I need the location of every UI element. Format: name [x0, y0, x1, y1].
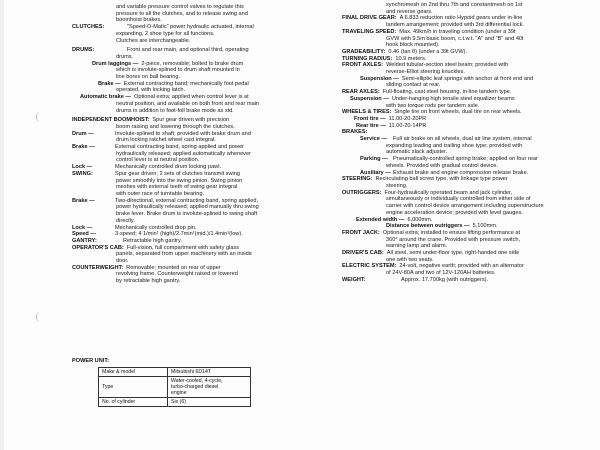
- front-jack-text: 360° around the crane. Provided with pressure switch,: [386, 236, 521, 243]
- front-suspension-text: sliding contact at rear.: [386, 82, 441, 89]
- boomhoist-brake-label: Brake —: [72, 144, 95, 151]
- gantry-label: GANTRY:: [72, 237, 97, 244]
- boomhoist-section: [72, 117, 328, 124]
- steering-text: steering.: [386, 182, 408, 189]
- weight-text: Approx. 17,700kg (with outriggers).: [401, 276, 489, 283]
- swing-lock-text: Mechanically controlled drop pin.: [115, 224, 197, 231]
- front-jack-section: [342, 230, 590, 237]
- swing-brake-label: Brake —: [72, 197, 95, 204]
- extended-width-label: Extended width —: [356, 216, 405, 223]
- swing-lock: [72, 225, 328, 232]
- traveling-speed-text: hook block mounted).: [386, 42, 440, 49]
- automatic-brake: [72, 94, 328, 101]
- boomhoist-lock-label: Lock —: [72, 164, 93, 171]
- rear-axles-text: Full-floating, cast steel housing, in-line tandem type.: [382, 89, 512, 96]
- operators-cab-section: [72, 245, 328, 252]
- swing-brake-text: Two-directional, external contracting band, spring applied,: [115, 197, 259, 204]
- electric-system-text: of 24V-80A and two of 12V-120AH batteries.: [386, 270, 496, 277]
- left-column: [72, 4, 328, 285]
- swing-text: Spur gear driven; 2 sets of clutches transmit swing: [115, 170, 240, 177]
- clutches-section: [72, 24, 328, 31]
- table-cell: [168, 377, 251, 398]
- weight-section: [342, 277, 590, 284]
- electric-system-label: ELECTRIC SYSTEM:: [342, 263, 397, 270]
- swing-brake-text: power hydraulically released; applied manually thru swing: [116, 204, 259, 211]
- drivers-cab-section: [342, 250, 590, 257]
- table-row: [99, 377, 251, 398]
- operators-cab-text: Full-vision, full compartment with safety glass: [126, 244, 240, 251]
- front-axles-label: FRONT AXLES:: [342, 62, 384, 69]
- cell-line: Mitsubishi 6D14T: [171, 369, 212, 375]
- power-unit-title: POWER UNIT:: [72, 358, 109, 364]
- wheels-tires-text: Single tire on front wheels, dual tire on rear wheels.: [394, 109, 522, 116]
- rear-axles-section: [342, 89, 590, 96]
- counterweight-label: COUNTERWEIGHT:: [72, 264, 124, 271]
- boomhoist-drum-text: drum locking ratchet wheel cast integral.: [116, 137, 216, 144]
- wheels-tires-section: [342, 109, 590, 116]
- page-edge: [0, 0, 4, 450]
- swing-text: meshes with external teeth of swing gear integral: [116, 184, 238, 191]
- service-brake-text: expanding leading and trailing shoe type; provided with: [386, 142, 523, 149]
- swing-brake: [72, 198, 328, 205]
- automatic-brake-text: neutral position, and available on both front and rear main: [116, 100, 260, 107]
- rear-suspension: [342, 96, 590, 103]
- drum-brake: [72, 81, 328, 88]
- traveling-speed-label: TRAVELING SPEED:: [342, 28, 397, 35]
- gradeability-text: 0.46 (tan θ) (under a 39t GVW).: [388, 48, 468, 55]
- outriggers-text: simultaneously or individually controlled from either side of: [386, 196, 531, 203]
- table-cell: Type: [99, 377, 168, 398]
- drums-text: drums.: [116, 53, 134, 60]
- front-axles-text: Welded tubular-section steel beam; provided with: [386, 62, 509, 69]
- boomhoist-text: boom raising and lowering through the clutches.: [116, 123, 235, 130]
- intro-line: and reverse gears.: [386, 8, 433, 15]
- turning-radius-section: [342, 56, 590, 63]
- swing-brake-text: directly.: [116, 217, 135, 224]
- final-drive-label: FINAL DRIVE GEAR:: [342, 15, 397, 22]
- service-brake: [342, 136, 590, 143]
- drum-brake-text: External contracting band; mechanically foot pedal: [123, 80, 249, 87]
- table-cell: [168, 368, 251, 377]
- boomhoist-brake: [72, 144, 328, 151]
- outrigger-distance-text: 5,100mm.: [472, 223, 498, 230]
- outrigger-distance: [342, 223, 590, 230]
- rear-tire-label: Rear tire —: [356, 122, 386, 129]
- swing-lock-label: Lock —: [72, 224, 93, 231]
- traveling-speed-text: Max. 49km/h in traveling condition (under a 39t: [399, 28, 516, 35]
- brakes-label: BRAKES:: [342, 129, 368, 136]
- drum-laggings-text: which is involute-splined to drum shaft mounted in: [116, 67, 240, 74]
- boomhoist-lock: [72, 164, 328, 171]
- front-suspension-label: Suspension —: [360, 75, 399, 82]
- boomhoist-brake-text: External contracting band, spring applied and power: [115, 144, 245, 151]
- auxiliary-brake: [342, 170, 590, 177]
- front-tire: [342, 116, 590, 123]
- outriggers-label: OUTRIGGERS:: [342, 189, 382, 196]
- operators-cab-text: door.: [116, 258, 129, 265]
- table-cell: No. of cylinder: [99, 398, 168, 407]
- boomhoist-lock-text: Mechanically controlled drum locking pawl.: [115, 164, 222, 171]
- extended-width-text: 6,000mm.: [407, 216, 433, 223]
- front-tire-label: Front tire —: [354, 115, 386, 122]
- intro-line: pressure to all the clutches, and to release swing and: [116, 10, 248, 17]
- clutches-label: CLUTCHES:: [72, 24, 105, 31]
- steering-label: STEERING:: [342, 176, 373, 183]
- front-jack-text: Optional extra; installed to ensure lifting performance at: [382, 229, 521, 236]
- gantry-text: Retractable high gantry.: [123, 237, 182, 244]
- power-unit-table: [98, 367, 251, 407]
- rear-suspension-text: with two torque rods per tandem axle.: [386, 102, 480, 109]
- automatic-brake-text: Optional extra; applied when control lever is at: [133, 94, 249, 101]
- front-suspension: [342, 76, 590, 83]
- intro-line: boomhoist brakes.: [116, 17, 162, 24]
- operators-cab-text: panels, separated from upper machinery with an inside: [116, 251, 252, 258]
- outriggers-section: [342, 190, 590, 197]
- boomhoist-text: Spur gear driven with precision: [152, 117, 230, 124]
- table-cell: [168, 398, 251, 407]
- outriggers-text: Four-hydraulically operated beam and jack cylinder,: [384, 189, 513, 196]
- auxiliary-brake-text: Exhaust brake and engine compression release brake.: [393, 169, 529, 176]
- turning-radius-text: 10.9 meters.: [395, 55, 427, 62]
- swing-brake-text: brake lever. Brake drum is involute-splined to swing shaft: [116, 211, 258, 218]
- final-drive-section: [342, 15, 590, 22]
- auxiliary-brake-label: Auxiliary —: [360, 169, 391, 176]
- boomhoist-drum-text: Involute-splined to shaft; provided with brake drum and: [115, 130, 251, 137]
- table-row: [99, 398, 251, 407]
- swing-section: [72, 171, 328, 178]
- drum-laggings: [72, 61, 328, 68]
- boomhoist-label: INDEPENDENT BOOMHOIST:: [72, 117, 150, 124]
- drums-label: DRUMS:: [72, 47, 95, 54]
- table-row: [99, 368, 251, 377]
- steering-text: Recirculating ball screw type, with linkage type power: [375, 176, 508, 183]
- outriggers-text: carrier with control device arrangement including superstructure: [386, 203, 544, 210]
- drum-laggings-text: line bores on ball bearing.: [116, 74, 181, 81]
- operators-cab-label: OPERATOR'S CAB:: [72, 244, 124, 251]
- swing-speed-text: 3-speed; 4 1/min¹ (high)/2.7min¹(mid.)/1.4min¹(low).: [115, 231, 243, 238]
- service-brake-label: Service —: [360, 136, 388, 143]
- counterweight-text: Removable; mounted on rear of upper: [126, 264, 221, 271]
- counterweight-text: revolving frame. Counterweight raised or lowered: [116, 271, 238, 278]
- drum-brake-text: operated, with locking latch.: [116, 87, 186, 94]
- boomhoist-drum-label: Drum —: [72, 130, 94, 137]
- drum-laggings-label: Drum laggings —: [92, 60, 139, 67]
- front-tire-text: 11.00-20-20PR: [388, 115, 427, 122]
- drivers-cab-label: DRIVER'S CAB:: [342, 250, 384, 257]
- front-jack-label: FRONT JACK:: [342, 229, 380, 236]
- clutches-text: "Speed-O-Matic" power hydraulic actuated, internal: [127, 24, 254, 31]
- right-column: [342, 2, 590, 284]
- outriggers-text: engine acceleration device; provided with level gauges.: [386, 209, 523, 216]
- boomhoist-brake-text: hydraulically released; applied automatically whenever: [116, 150, 251, 157]
- cell-line: engine: [171, 390, 187, 396]
- clutches-text: Clutches are interchangeable.: [116, 37, 191, 44]
- gradeability-label: GRADEABILITY:: [342, 48, 386, 55]
- swing-text: with outer race of turntable bearing.: [116, 190, 204, 197]
- parking-brake-label: Parking —: [360, 156, 388, 163]
- clutches-text: expanding, 2 shoe type for all functions.: [116, 30, 215, 37]
- traveling-speed-text: GVW with 9.5m basic boom, c.t.w.t. "A" and "B" and 40t: [386, 35, 524, 42]
- binder-hole-mark: [36, 312, 43, 322]
- steering-section: [342, 176, 590, 183]
- front-axles-section: [342, 62, 590, 69]
- front-jack-text: warning lamp and alarm.: [386, 243, 448, 250]
- final-drive-text: tandem arrangement; provided with 3rd differential lock.: [386, 22, 524, 29]
- front-axles-text: reverse-Elliot steering knuckles.: [386, 69, 465, 76]
- table-cell: Make & model: [99, 368, 168, 377]
- counterweight-section: [72, 265, 328, 272]
- intro-line: synchromesh on 2nd thru 7th and constantmesh on 1st: [386, 2, 523, 8]
- weight-label: WEIGHT:: [342, 276, 366, 283]
- cell-line: Water-cooled, 4-cycle,: [171, 378, 223, 384]
- outrigger-distance-label: Distance between outriggers —: [386, 223, 470, 230]
- drum-laggings-text: 2-piece, removable; bolted to brake drum: [141, 60, 244, 67]
- turning-radius-label: TURNING RADIUS:: [342, 55, 393, 62]
- cell-line: Six (6): [171, 399, 186, 405]
- counterweight-text: by retractable high gantry.: [116, 278, 181, 285]
- electric-system-text: 24-volt, negative earth; provided with an alternator: [399, 263, 524, 270]
- electric-system-section: [342, 263, 590, 270]
- binder-hole-mark: [36, 112, 43, 122]
- drivers-cab-text: one with two seats.: [386, 256, 434, 263]
- swing-label: SWING:: [72, 170, 93, 177]
- automatic-brake-label: Automatic brake —: [80, 94, 131, 101]
- brakes-section: [342, 129, 590, 136]
- traveling-speed-section: [342, 29, 590, 36]
- gradeability-section: [342, 49, 590, 56]
- rear-suspension-label: Suspension —: [350, 95, 389, 102]
- drum-brake-label: Brake —: [98, 80, 121, 87]
- boomhoist-brake-text: control lever is at neutral position.: [116, 157, 200, 164]
- swing-speed-label: Speed —: [72, 231, 96, 238]
- service-brake-text: Full air brake on all wheels, dual air line system, internal: [393, 136, 532, 143]
- rear-axles-label: REAR AXLES:: [342, 89, 380, 96]
- boomhoist-drum: [72, 131, 328, 138]
- automatic-brake-text: drums in addition to foot-foll brake mode as std.: [116, 107, 234, 114]
- drums-section: [72, 47, 328, 54]
- rear-suspension-text: Under-hanging high tensile steel equalizer beams: [391, 95, 515, 102]
- extended-width: [342, 217, 590, 224]
- parking-brake-text: Pneumatically-controlled spring brake; applied on four rear: [393, 156, 538, 163]
- wheels-tires-label: WHEELS & TIRES:: [342, 109, 392, 116]
- cell-line: turbo-charged diesel: [171, 384, 219, 390]
- drivers-cab-text: All steel, semi under-floor type, right-handed one side: [386, 250, 520, 257]
- front-suspension-text: Semi-elliptic leaf springs with anchor at front end and: [401, 75, 534, 82]
- swing-text: power smoothly into the swing pinion. Swing pinion: [116, 177, 243, 184]
- swing-speed: [72, 231, 328, 238]
- parking-brake-text: wheels. Provided with gradual control device.: [386, 162, 498, 169]
- gantry-section: [72, 238, 328, 245]
- rear-tire-text: 11.00-20-14PR: [388, 122, 427, 129]
- intro-line: and variable pressure control valves to regulate this: [116, 4, 244, 10]
- service-brake-text: automatic slack adjuster.: [386, 149, 448, 156]
- final-drive-text: A 6.833 reduction ratio Hypoid gears under in-line: [399, 15, 523, 22]
- parking-brake: [342, 156, 590, 163]
- rear-tire: [342, 123, 590, 130]
- drums-text: Front and rear main, and optional third, operating: [127, 47, 249, 54]
